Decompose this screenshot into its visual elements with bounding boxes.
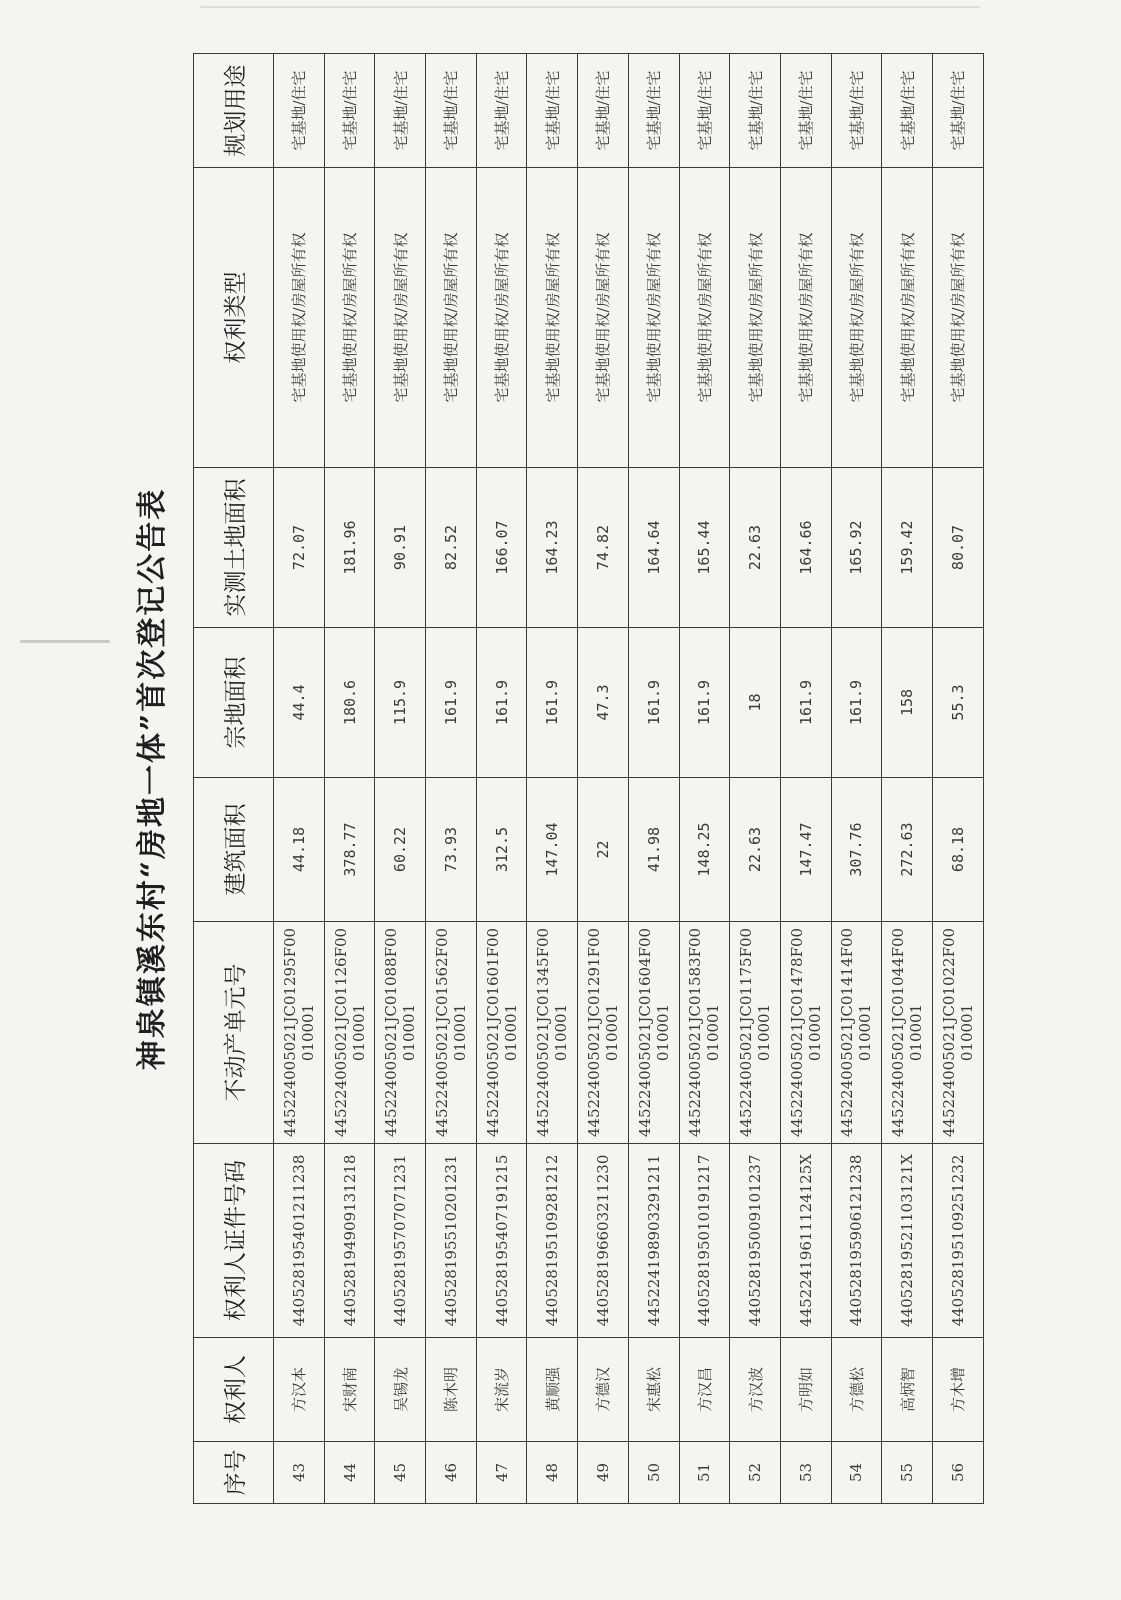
planned-use-cell: 宅基地/住宅 [831,54,882,168]
building-area-cell: 148.25 [679,778,730,922]
seq-cell: 47 [476,1442,527,1504]
parcel-area-cell: 18 [730,628,781,778]
id-number-cell: 445224198903291211 [628,1144,679,1338]
planned-use-cell: 宅基地/住宅 [375,54,426,168]
owner-cell: 宋财南 [324,1338,375,1442]
building-area-cell: 378.77 [324,778,375,922]
id-number-cell: 440528195510201231 [426,1144,477,1338]
parcel-area-cell: 161.9 [679,628,730,778]
parcel-area-cell: 180.6 [324,628,375,778]
measured-area-cell: 22.63 [730,468,781,628]
owner-cell: 宋流岁 [476,1338,527,1442]
building-area-cell: 41.98 [628,778,679,922]
table-row [780,54,831,1504]
unit-number-cell: 445224005021JC01604F00010001 [628,922,679,1144]
planned-use-cell: 宅基地/住宅 [426,54,477,168]
table-row [679,54,730,1504]
parcel-area-cell: 161.9 [426,628,477,778]
right-type-cell: 宅基地使用权/房屋所有权 [578,168,629,468]
unit-number-cell: 445224005021JC01601F00010001 [476,922,527,1144]
header-unit-number: 不动产单元号 [194,922,274,1144]
right-type-cell: 宅基地使用权/房屋所有权 [476,168,527,468]
measured-area-cell: 164.23 [527,468,578,628]
unit-number-cell: 445224005021JC01175F00010001 [730,922,781,1144]
unit-number-cell: 445224005021JC01126F00010001 [324,922,375,1144]
measured-area-cell: 165.44 [679,468,730,628]
seq-cell: 49 [578,1442,629,1504]
building-area-cell: 147.04 [527,778,578,922]
unit-number-cell: 445224005021JC01562F00010001 [426,922,477,1144]
parcel-area-cell: 55.3 [932,628,983,778]
planned-use-cell: 宅基地/住宅 [780,54,831,168]
seq-cell: 43 [274,1442,325,1504]
id-number-cell: 440528195109281212 [527,1144,578,1338]
table-row [476,54,527,1504]
building-area-cell: 60.22 [375,778,426,922]
id-number-cell: 440528195010191217 [679,1144,730,1338]
header-planned-use: 规划用途 [194,54,274,168]
right-type-cell: 宅基地使用权/房屋所有权 [882,168,933,468]
parcel-area-cell: 161.9 [628,628,679,778]
measured-area-cell: 82.52 [426,468,477,628]
unit-number-cell: 445224005021JC01583F00010001 [679,922,730,1144]
header-owner: 权利人 [194,1338,274,1442]
id-number-cell: 440528196603211230 [578,1144,629,1338]
registration-table [193,53,984,1504]
measured-area-cell: 159.42 [882,468,933,628]
seq-cell: 46 [426,1442,477,1504]
owner-cell: 陈木明 [426,1338,477,1442]
measured-area-cell: 164.64 [628,468,679,628]
id-number-cell: 440528195109251232 [932,1144,983,1338]
document-title: 神泉镇溪东村“房地一体”首次登记公告表 [135,487,170,1071]
id-number-cell: 440528194909131218 [324,1144,375,1338]
right-type-cell: 宅基地使用权/房屋所有权 [527,168,578,468]
seq-cell: 54 [831,1442,882,1504]
table-row [932,54,983,1504]
table-row [375,54,426,1504]
owner-cell: 宋惠松 [628,1338,679,1442]
planned-use-cell: 宅基地/住宅 [679,54,730,168]
planned-use-cell: 宅基地/住宅 [628,54,679,168]
right-type-cell: 宅基地使用权/房屋所有权 [679,168,730,468]
table-row [831,54,882,1504]
building-area-cell: 312.5 [476,778,527,922]
parcel-area-cell: 161.9 [527,628,578,778]
right-type-cell: 宅基地使用权/房屋所有权 [426,168,477,468]
planned-use-cell: 宅基地/住宅 [324,54,375,168]
parcel-area-cell: 161.9 [831,628,882,778]
id-number-cell: 44522419611124125X [780,1144,831,1338]
building-area-cell: 44.18 [274,778,325,922]
unit-number-cell: 445224005021JC01345F00010001 [527,922,578,1144]
right-type-cell: 宅基地使用权/房屋所有权 [780,168,831,468]
parcel-area-cell: 161.9 [780,628,831,778]
parcel-area-cell: 44.4 [274,628,325,778]
planned-use-cell: 宅基地/住宅 [476,54,527,168]
unit-number-cell: 445224005021JC01022F00010001 [932,922,983,1144]
header-right-type: 权利类型 [194,168,274,468]
unit-number-cell: 445224005021JC01044F00010001 [882,922,933,1144]
right-type-cell: 宅基地使用权/房屋所有权 [628,168,679,468]
owner-cell: 吴锡龙 [375,1338,426,1442]
header-id-number: 权利人证件号码 [194,1144,274,1338]
measured-area-cell: 164.66 [780,468,831,628]
measured-area-cell: 80.07 [932,468,983,628]
planned-use-cell: 宅基地/住宅 [578,54,629,168]
seq-cell: 56 [932,1442,983,1504]
planned-use-cell: 宅基地/住宅 [932,54,983,168]
building-area-cell: 22 [578,778,629,922]
unit-number-cell: 445224005021JC01291F00010001 [578,922,629,1144]
seq-cell: 44 [324,1442,375,1504]
table-row [274,54,325,1504]
building-area-cell: 307.76 [831,778,882,922]
owner-cell: 方汉昌 [679,1338,730,1442]
planned-use-cell: 宅基地/住宅 [527,54,578,168]
scan-mark [200,6,980,8]
planned-use-cell: 宅基地/住宅 [730,54,781,168]
building-area-cell: 73.93 [426,778,477,922]
table-row [628,54,679,1504]
id-number-cell: 440528195906121238 [831,1144,882,1338]
measured-area-cell: 166.07 [476,468,527,628]
unit-number-cell: 445224005021JC01478F00010001 [780,922,831,1144]
owner-cell: 方汉本 [274,1338,325,1442]
measured-area-cell: 72.07 [274,468,325,628]
owner-cell: 方德汉 [578,1338,629,1442]
seq-cell: 53 [780,1442,831,1504]
rotated-document [113,54,983,1504]
seq-cell: 55 [882,1442,933,1504]
header-building-area: 建筑面积 [194,778,274,922]
owner-cell: 高炳智 [882,1338,933,1442]
table-row [578,54,629,1504]
right-type-cell: 宅基地使用权/房屋所有权 [375,168,426,468]
table-row [882,54,933,1504]
building-area-cell: 272.63 [882,778,933,922]
header-parcel-area: 宗地面积 [194,628,274,778]
header-row [194,54,274,1504]
table-row [324,54,375,1504]
id-number-cell: 440528195009101237 [730,1144,781,1338]
building-area-cell: 147.47 [780,778,831,922]
table-row [426,54,477,1504]
building-area-cell: 22.63 [730,778,781,922]
table-row [730,54,781,1504]
seq-cell: 50 [628,1442,679,1504]
building-area-cell: 68.18 [932,778,983,922]
table-row [527,54,578,1504]
scan-mark [20,640,110,643]
owner-cell: 方明如 [780,1338,831,1442]
unit-number-cell: 445224005021JC01414F00010001 [831,922,882,1144]
right-type-cell: 宅基地使用权/房屋所有权 [831,168,882,468]
seq-cell: 48 [527,1442,578,1504]
owner-cell: 方汉波 [730,1338,781,1442]
parcel-area-cell: 115.9 [375,628,426,778]
measured-area-cell: 74.82 [578,468,629,628]
measured-area-cell: 90.91 [375,468,426,628]
id-number-cell: 44052819521103121X [882,1144,933,1338]
seq-cell: 51 [679,1442,730,1504]
id-number-cell: 440528195407191215 [476,1144,527,1338]
right-type-cell: 宅基地使用权/房屋所有权 [730,168,781,468]
owner-cell: 方木增 [932,1338,983,1442]
parcel-area-cell: 47.3 [578,628,629,778]
right-type-cell: 宅基地使用权/房屋所有权 [324,168,375,468]
owner-cell: 方德松 [831,1338,882,1442]
unit-number-cell: 445224005021JC01295F00010001 [274,922,325,1144]
seq-cell: 45 [375,1442,426,1504]
id-number-cell: 440528195707071231 [375,1144,426,1338]
header-seq: 序号 [194,1442,274,1504]
owner-cell: 黄顺强 [527,1338,578,1442]
measured-area-cell: 181.96 [324,468,375,628]
unit-number-cell: 445224005021JC01088F00010001 [375,922,426,1144]
measured-area-cell: 165.92 [831,468,882,628]
header-measured-area: 实测土地面积 [194,468,274,628]
seq-cell: 52 [730,1442,781,1504]
parcel-area-cell: 161.9 [476,628,527,778]
id-number-cell: 440528195401211238 [274,1144,325,1338]
right-type-cell: 宅基地使用权/房屋所有权 [274,168,325,468]
right-type-cell: 宅基地使用权/房屋所有权 [932,168,983,468]
parcel-area-cell: 158 [882,628,933,778]
planned-use-cell: 宅基地/住宅 [882,54,933,168]
planned-use-cell: 宅基地/住宅 [274,54,325,168]
